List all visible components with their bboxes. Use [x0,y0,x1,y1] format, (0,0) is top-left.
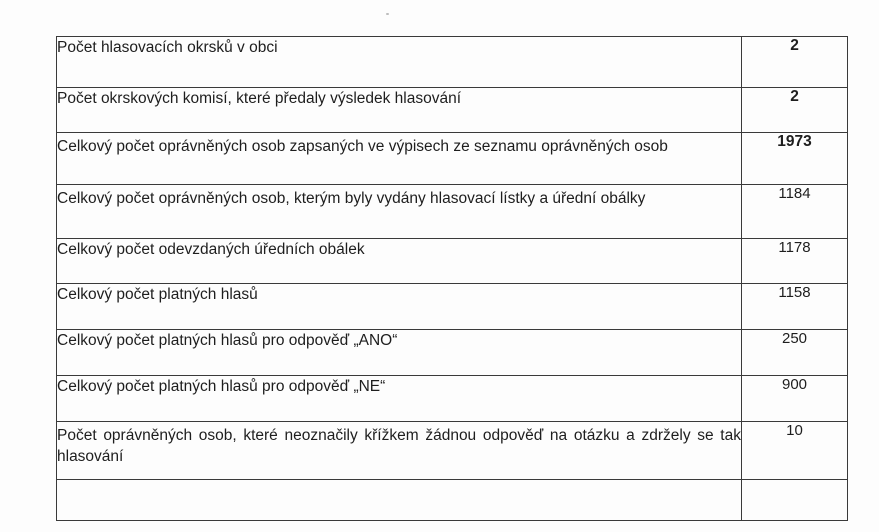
row-label: Celkový počet oprávněných osob zapsaných ve výpisech ze seznamu oprávněných osob [57,133,742,185]
row-label [57,480,742,521]
table-row [57,376,848,422]
row-label: Celkový počet oprávněných osob, kterým byly vydány hlasovací lístky a úřední obálky [57,185,742,239]
row-value: 900 [742,376,848,422]
row-value: 10 [742,422,848,480]
table-row [57,37,848,88]
row-label: Celkový počet platných hlasů pro odpověď „ANO“ [57,330,742,376]
table-row [57,422,848,480]
row-value: 250 [742,330,848,376]
row-value: 2 [742,37,848,88]
row-value: 1178 [742,239,848,284]
scan-speck [386,13,389,15]
row-value [742,480,848,521]
table-row [57,284,848,330]
table-row [57,185,848,239]
row-label: Celkový počet platných hlasů pro odpověď „NE“ [57,376,742,422]
row-label: Počet hlasovacích okrsků v obci [57,37,742,88]
table-row [57,133,848,185]
table-row [57,330,848,376]
row-label: Počet oprávněných osob, které neoznačily křížkem žádnou odpověď na otázku a zdržely se tak hlasování [57,422,742,480]
row-label: Celkový počet odevzdaných úředních obálek [57,239,742,284]
row-value: 1158 [742,284,848,330]
row-value: 2 [742,88,848,133]
referendum-results-table [56,36,848,521]
row-label: Počet okrskových komisí, které předaly výsledek hlasování [57,88,742,133]
row-label: Celkový počet platných hlasů [57,284,742,330]
table-row [57,88,848,133]
table-row [57,239,848,284]
row-value: 1184 [742,185,848,239]
row-value: 1973 [742,133,848,185]
table-row-empty [57,480,848,521]
